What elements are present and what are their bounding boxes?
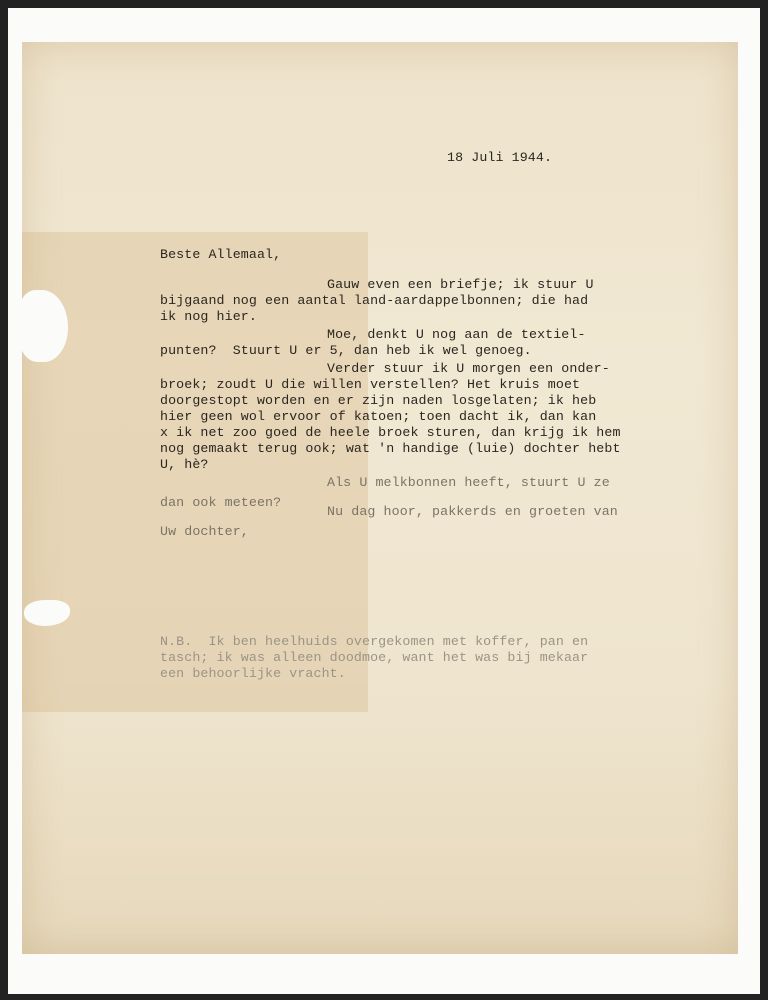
paragraph-line: Gauw even een briefje; ik stuur U [327, 277, 594, 292]
paragraph-line: broek; zoudt U die willen verstellen? Het kruis moet [160, 377, 581, 392]
paper-tear [18, 290, 68, 362]
paragraph-line: bijgaand nog een aantal land-aardappelbonnen; die had [160, 293, 589, 308]
paragraph-line: nog gemaakt terug ook; wat 'n handige (luie) dochter hebt [160, 441, 621, 456]
paragraph-line: Als U melkbonnen heeft, stuurt U ze [327, 475, 610, 490]
paragraph-line: doorgestopt worden en er zijn naden losgelaten; ik heb [160, 393, 597, 408]
paragraph-line: dan ook meteen? [160, 495, 282, 510]
paragraph-line: Verder stuur ik U morgen een onder- [327, 361, 610, 376]
paragraph-line: ik nog hier. [160, 309, 257, 324]
paragraph-line: punten? Stuurt U er 5, dan heb ik wel genoeg. [160, 343, 532, 358]
paragraph-line: x ik net zoo goed de heele broek sturen, dan krijg ik hem [160, 425, 621, 440]
postscript-line: tasch; ik was alleen doodmoe, want het was bij mekaar [160, 650, 589, 665]
signature: Uw dochter, [160, 524, 249, 539]
letter-date: 18 Juli 1944. [447, 150, 553, 165]
paragraph-line: Moe, denkt U nog aan de textiel- [327, 327, 586, 342]
closing-line: Nu dag hoor, pakkerds en groeten van [327, 504, 618, 519]
greeting: Beste Allemaal, [160, 247, 282, 262]
paragraph-line: hier geen wol ervoor of katoen; toen dacht ik, dan kan [160, 409, 597, 424]
paragraph-line: U, hè? [160, 457, 209, 472]
postscript-line: N.B. Ik ben heelhuids overgekomen met koffer, pan en [160, 634, 589, 649]
postscript-line: een behoorlijke vracht. [160, 666, 346, 681]
